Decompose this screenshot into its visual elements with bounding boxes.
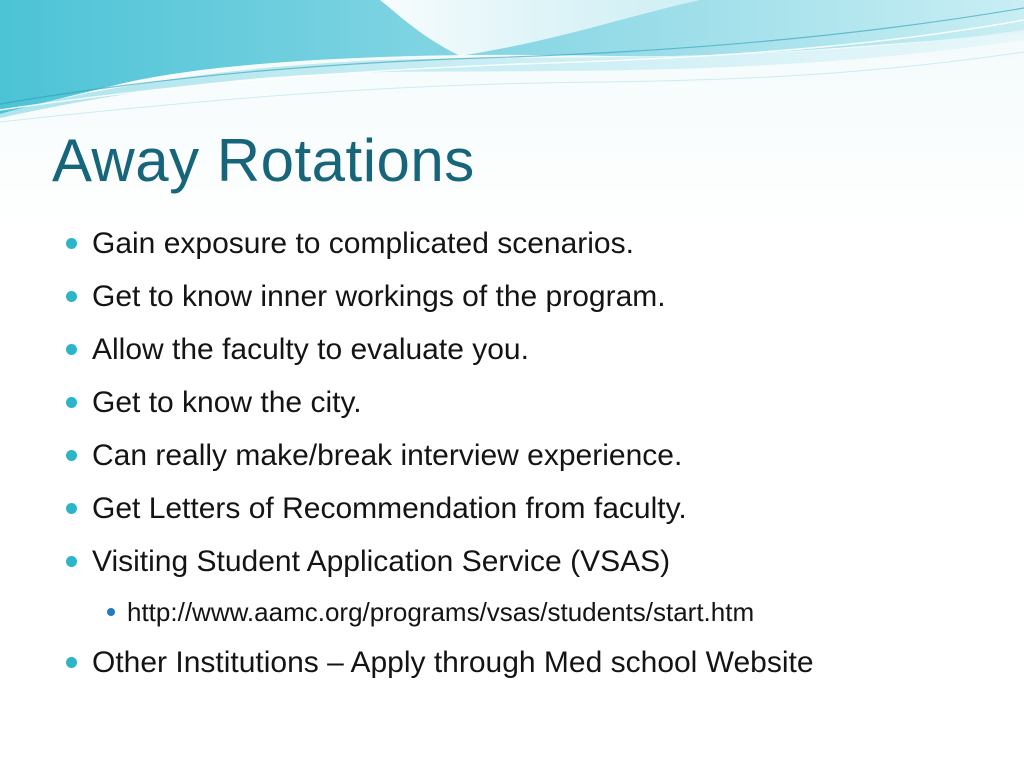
sub-bullet-item xyxy=(66,596,1006,644)
bullet-dot-icon xyxy=(66,291,77,302)
bullet-dot-icon xyxy=(66,397,77,408)
bullet-dot-icon xyxy=(66,657,77,668)
bullet-item xyxy=(66,384,1006,437)
bullet-item xyxy=(66,490,1006,543)
sub-bullet-dot-icon xyxy=(107,608,115,616)
bullet-text: Get to know inner workings of the program. xyxy=(92,280,666,313)
bullet-dot-icon xyxy=(66,503,77,514)
bullet-text: Get to know the city. xyxy=(92,386,362,419)
vsas-url-link[interactable]: http://www.aamc.org/programs/vsas/students/start.htm xyxy=(127,597,755,627)
bullet-dot-icon xyxy=(66,344,77,355)
bullet-item xyxy=(66,278,1006,331)
bullet-text: Visiting Student Application Service (VSAS) xyxy=(92,545,671,578)
bullet-text: Gain exposure to complicated scenarios. xyxy=(92,227,634,260)
bullet-item xyxy=(66,437,1006,490)
bullet-item xyxy=(66,331,1006,384)
slide-title: Away Rotations xyxy=(52,127,475,194)
bullet-item xyxy=(66,644,1006,697)
bullet-item xyxy=(66,543,1006,596)
bullet-text: Can really make/break interview experience. xyxy=(92,439,683,472)
bullet-text: Allow the faculty to evaluate you. xyxy=(92,333,529,366)
bullet-text: Get Letters of Recommendation from faculty. xyxy=(92,492,687,525)
bullet-dot-icon xyxy=(66,450,77,461)
bullet-item xyxy=(66,225,1006,278)
bullet-dot-icon xyxy=(66,238,77,249)
bullet-list xyxy=(66,225,1006,697)
bullet-dot-icon xyxy=(66,556,77,567)
bullet-text: Other Institutions – Apply through Med school Website xyxy=(92,646,814,679)
wave-header-decoration xyxy=(0,0,1024,130)
